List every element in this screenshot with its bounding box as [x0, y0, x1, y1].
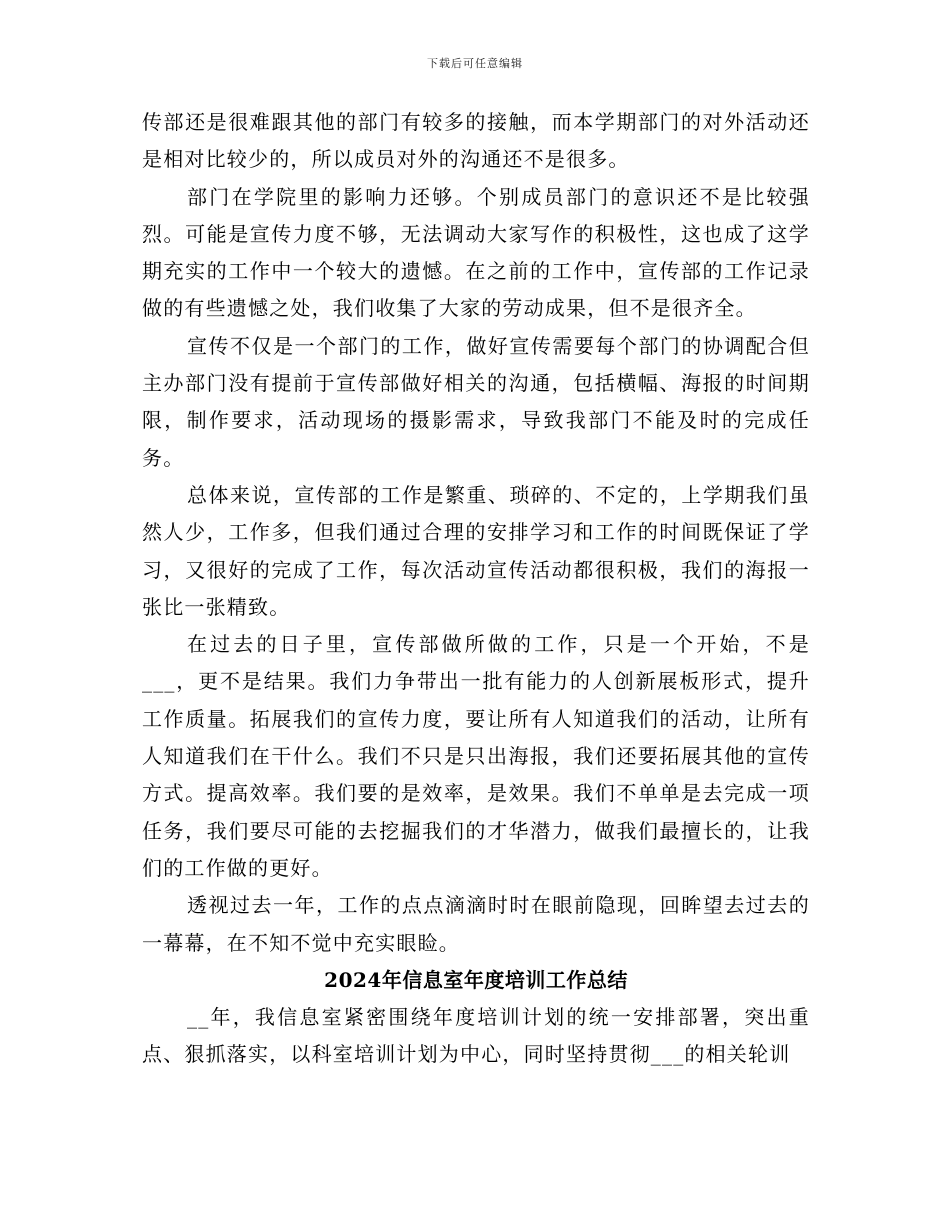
page-header-note: 下载后可任意编辑 — [427, 57, 523, 70]
body-paragraph-3: 宣传不仅是一个部门的工作，做好宣传需要每个部门的协调配合但主办部门没有提前于宣传部做好相关的沟通，包括横幅、海报的时间期限，制作要求，活动现场的摄影需求，导致我部门不能及时的完成任务。 — [142, 333, 810, 470]
body-paragraph-2: 部门在学院里的影响力还够。个别成员部门的意识还不是比较强烈。可能是宣传力度不够，无法调动大家写作的积极性，这也成了这学期充实的工作中一个较大的遗憾。在之前的工作中，宣传部的工作记录做的有些遗憾之处，我们收集了大家的劳动成果，但不是很齐全。 — [142, 184, 810, 321]
body-paragraph-4: 总体来说，宣传部的工作是繁重、琐碎的、不定的，上学期我们虽然人少，工作多，但我们通过合理的安排学习和工作的时间既保证了学习，又很好的完成了工作，每次活动宣传活动都很积极，我们的海报一张比一张精致。 — [142, 482, 810, 619]
body-paragraph-6: 透视过去一年，工作的点点滴滴时时在眼前隐现，回眸望去过去的一幕幕，在不知不觉中充实眼睑。 — [142, 893, 810, 955]
section-paragraph-1: __年，我信息室紧密围绕年度培训计划的统一安排部署，突出重点、狠抓落实，以科室培训计划为中心，同时坚持贯彻___的相关轮训 — [142, 1005, 810, 1067]
body-paragraph-1: 传部还是很难跟其他的部门有较多的接触，而本学期部门的对外活动还是相对比较少的，所以成员对外的沟通还不是很多。 — [142, 110, 810, 172]
document-body — [142, 104, 810, 1074]
body-paragraph-5: 在过去的日子里，宣传部做所做的工作，只是一个开始，不是___，更不是结果。我们力争带出一批有能力的人创新展板形式，提升工作质量。拓展我们的宣传力度，要让所有人知道我们的活动，让所有人知道我们在干什么。我们不只是只出海报，我们还要拓展其他的宣传方式。提高效率。我们要的是效率，是效果。我们不单单是去完成一项任务，我们要尽可能的去挖掘我们的才华潜力，做我们最擅长的，让我们的工作做的更好。 — [142, 632, 810, 880]
section-title: 2024年信息室年度培训工作总结 — [324, 967, 628, 992]
